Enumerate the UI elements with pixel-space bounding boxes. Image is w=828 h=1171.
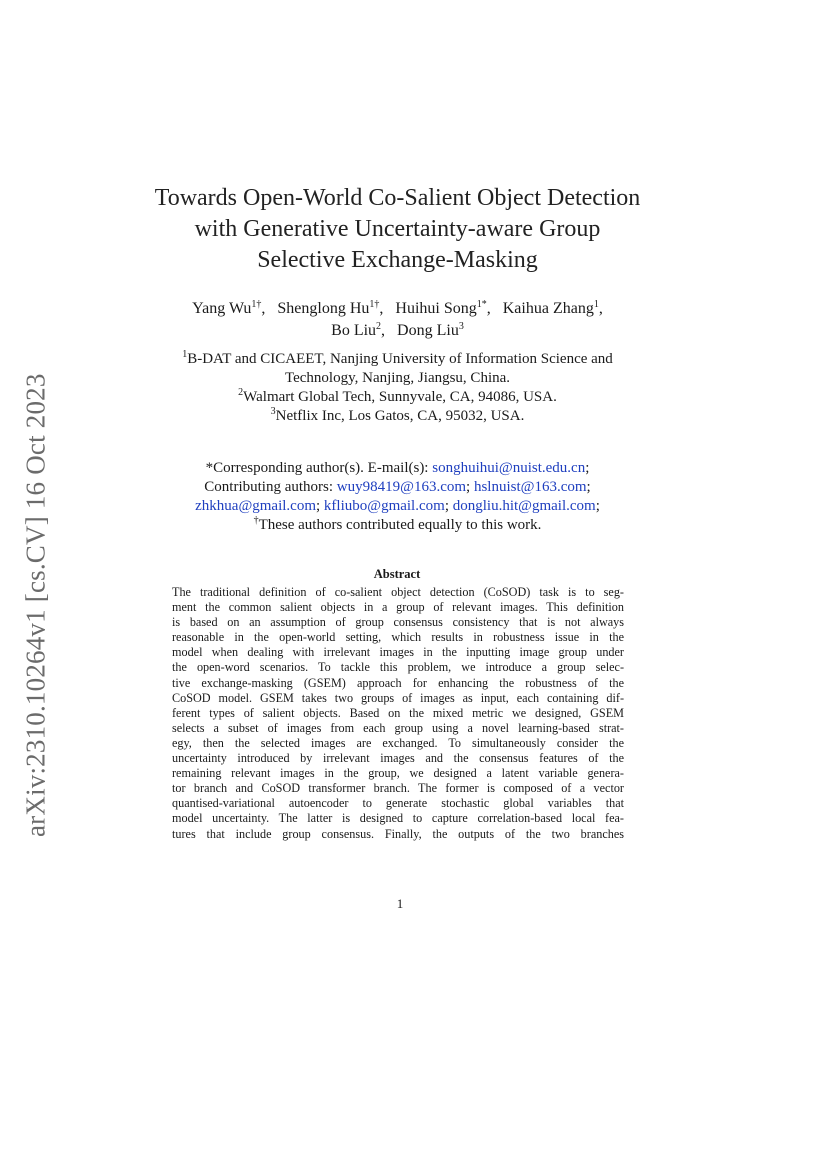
author-mark: 3 [458, 321, 464, 332]
affiliation-mark: 3 [270, 406, 276, 417]
abstract-body [172, 585, 624, 842]
author-name: Dong Liu [397, 322, 459, 339]
author-mark: 2 [376, 321, 382, 332]
author-separator: , [381, 322, 386, 339]
corresponding-line: *Corresponding author(s). E-mail(s): songhuihui@nuist.edu.cn; [205, 460, 590, 476]
abstract-line: tures that include group consensus. Finally, the outputs of the two branches [172, 826, 624, 841]
author-mark: 1* [476, 299, 487, 310]
contact-block [140, 459, 655, 535]
title-line: Towards Open-World Co-Salient Object Detection [154, 185, 641, 211]
email-link[interactable]: songhuihui@nuist.edu.cn [432, 460, 586, 476]
affiliation [140, 350, 655, 369]
dagger-mark: † [253, 515, 259, 526]
author-row [140, 320, 655, 342]
abstract-line: selects a subset of images from each group using a novel learning-based strat- [172, 720, 624, 735]
author-list [140, 298, 655, 342]
abstract-line: is based on an assumption of group consensus consistency that is not always [172, 615, 624, 630]
abstract-line: egy, then the selected images are exchanged. To simultaneously consider the [172, 735, 624, 750]
abstract-line: CoSOD model. GSEM takes two groups of images as input, each containing dif- [172, 690, 624, 705]
affiliation [140, 407, 655, 426]
author [395, 300, 490, 317]
email-link[interactable]: hslnuist@163.com [473, 479, 587, 495]
abstract-heading: Abstract [373, 567, 421, 581]
author-separator: , [598, 300, 603, 317]
abstract-line: uncertainty introduced by irrelevant images and the consensus features of the [172, 751, 624, 766]
page-number: 1 [396, 896, 404, 911]
abstract-line: tive exchange-masking (GSEM) approach for enhancing the robustness of the [172, 675, 624, 690]
author-mark: 1† [251, 299, 262, 310]
abstract-line: the open-word scenarios. To tackle this problem, we introduce a group selec- [172, 660, 624, 675]
email-link[interactable]: kfliubo@gmail.com [323, 498, 445, 514]
email-link[interactable]: zhkhua@gmail.com [195, 498, 316, 514]
title-line: Selective Exchange-Masking [257, 247, 538, 273]
author-separator: , [379, 300, 384, 317]
affiliation-continued: Technology, Nanjing, Jiangsu, China. [284, 370, 511, 386]
author-separator: , [261, 300, 266, 317]
abstract-line: reasonable in the open-world setting, which results in robustness issue in the [172, 630, 624, 645]
abstract-line: model uncertainty. The latter is designed to capture correlation-based local fea- [172, 811, 624, 826]
author-mark: 1 [593, 299, 599, 310]
arxiv-stamp: arXiv:2310.10264v1 [cs.CV] 16 Oct 2023 [20, 373, 51, 837]
affiliation-text: Netflix Inc, Los Gatos, CA, 95032, USA. [275, 408, 525, 424]
author-mark: 1† [369, 299, 380, 310]
abstract-line: tor branch and CoSOD transformer branch. The former is composed of a vector [172, 781, 624, 796]
author-name: Kaihua Zhang [502, 300, 594, 317]
email-link[interactable]: wuy98419@163.com [336, 479, 467, 495]
affiliations [140, 350, 655, 426]
abstract-line: model when dealing with irrelevant images in the inputting image group under [172, 645, 624, 660]
affiliation-mark: 2 [238, 387, 244, 398]
affiliation-mark: 1 [182, 349, 188, 360]
author-name: Huihui Song [395, 300, 477, 317]
abstract-line: remaining relevant images in the group, we designed a latent variable genera- [172, 766, 624, 781]
author [397, 322, 464, 339]
author [192, 300, 265, 317]
email-link[interactable]: dongliu.hit@gmail.com [452, 498, 596, 514]
affiliation [140, 388, 655, 407]
contributing-label: Contributing authors: [204, 479, 337, 495]
paper-title [120, 183, 675, 276]
author-name: Shenglong Hu [277, 300, 370, 317]
contributing-line: zhkhua@gmail.com; kfliubo@gmail.com; dongliu.hit@gmail.com; [195, 498, 600, 514]
abstract-line: The traditional definition of co-salient object detection (CoSOD) task is to seg- [172, 585, 624, 599]
author-name: Yang Wu [192, 300, 252, 317]
abstract-line: ferent types of salient objects. Based on the mixed metric we designed, GSEM [172, 705, 624, 720]
title-line: with Generative Uncertainty-aware Group [194, 216, 601, 242]
author [503, 300, 603, 317]
author [331, 322, 385, 339]
equal-contribution-note [140, 516, 655, 535]
abstract-line: ment the common salient objects in a group of relevant images. This definition [172, 600, 624, 615]
author [277, 300, 383, 317]
abstract-line: quantised-variational autoencoder to generate stochastic global variables that [172, 796, 624, 811]
author-row [140, 298, 655, 320]
affiliation-text: B-DAT and CICAEET, Nanjing University of Information Science and [187, 351, 613, 367]
author-separator: , [486, 300, 491, 317]
author-name: Bo Liu [331, 322, 377, 339]
affiliation-text: Walmart Global Tech, Sunnyvale, CA, 94086, USA. [243, 389, 557, 405]
contributing-line: Contributing authors: wuy98419@163.com; hslnuist@163.com; [204, 479, 591, 495]
corresponding-label: *Corresponding author(s). E-mail(s): [205, 460, 433, 476]
equal-note-text: These authors contributed equally to this work. [258, 517, 542, 533]
